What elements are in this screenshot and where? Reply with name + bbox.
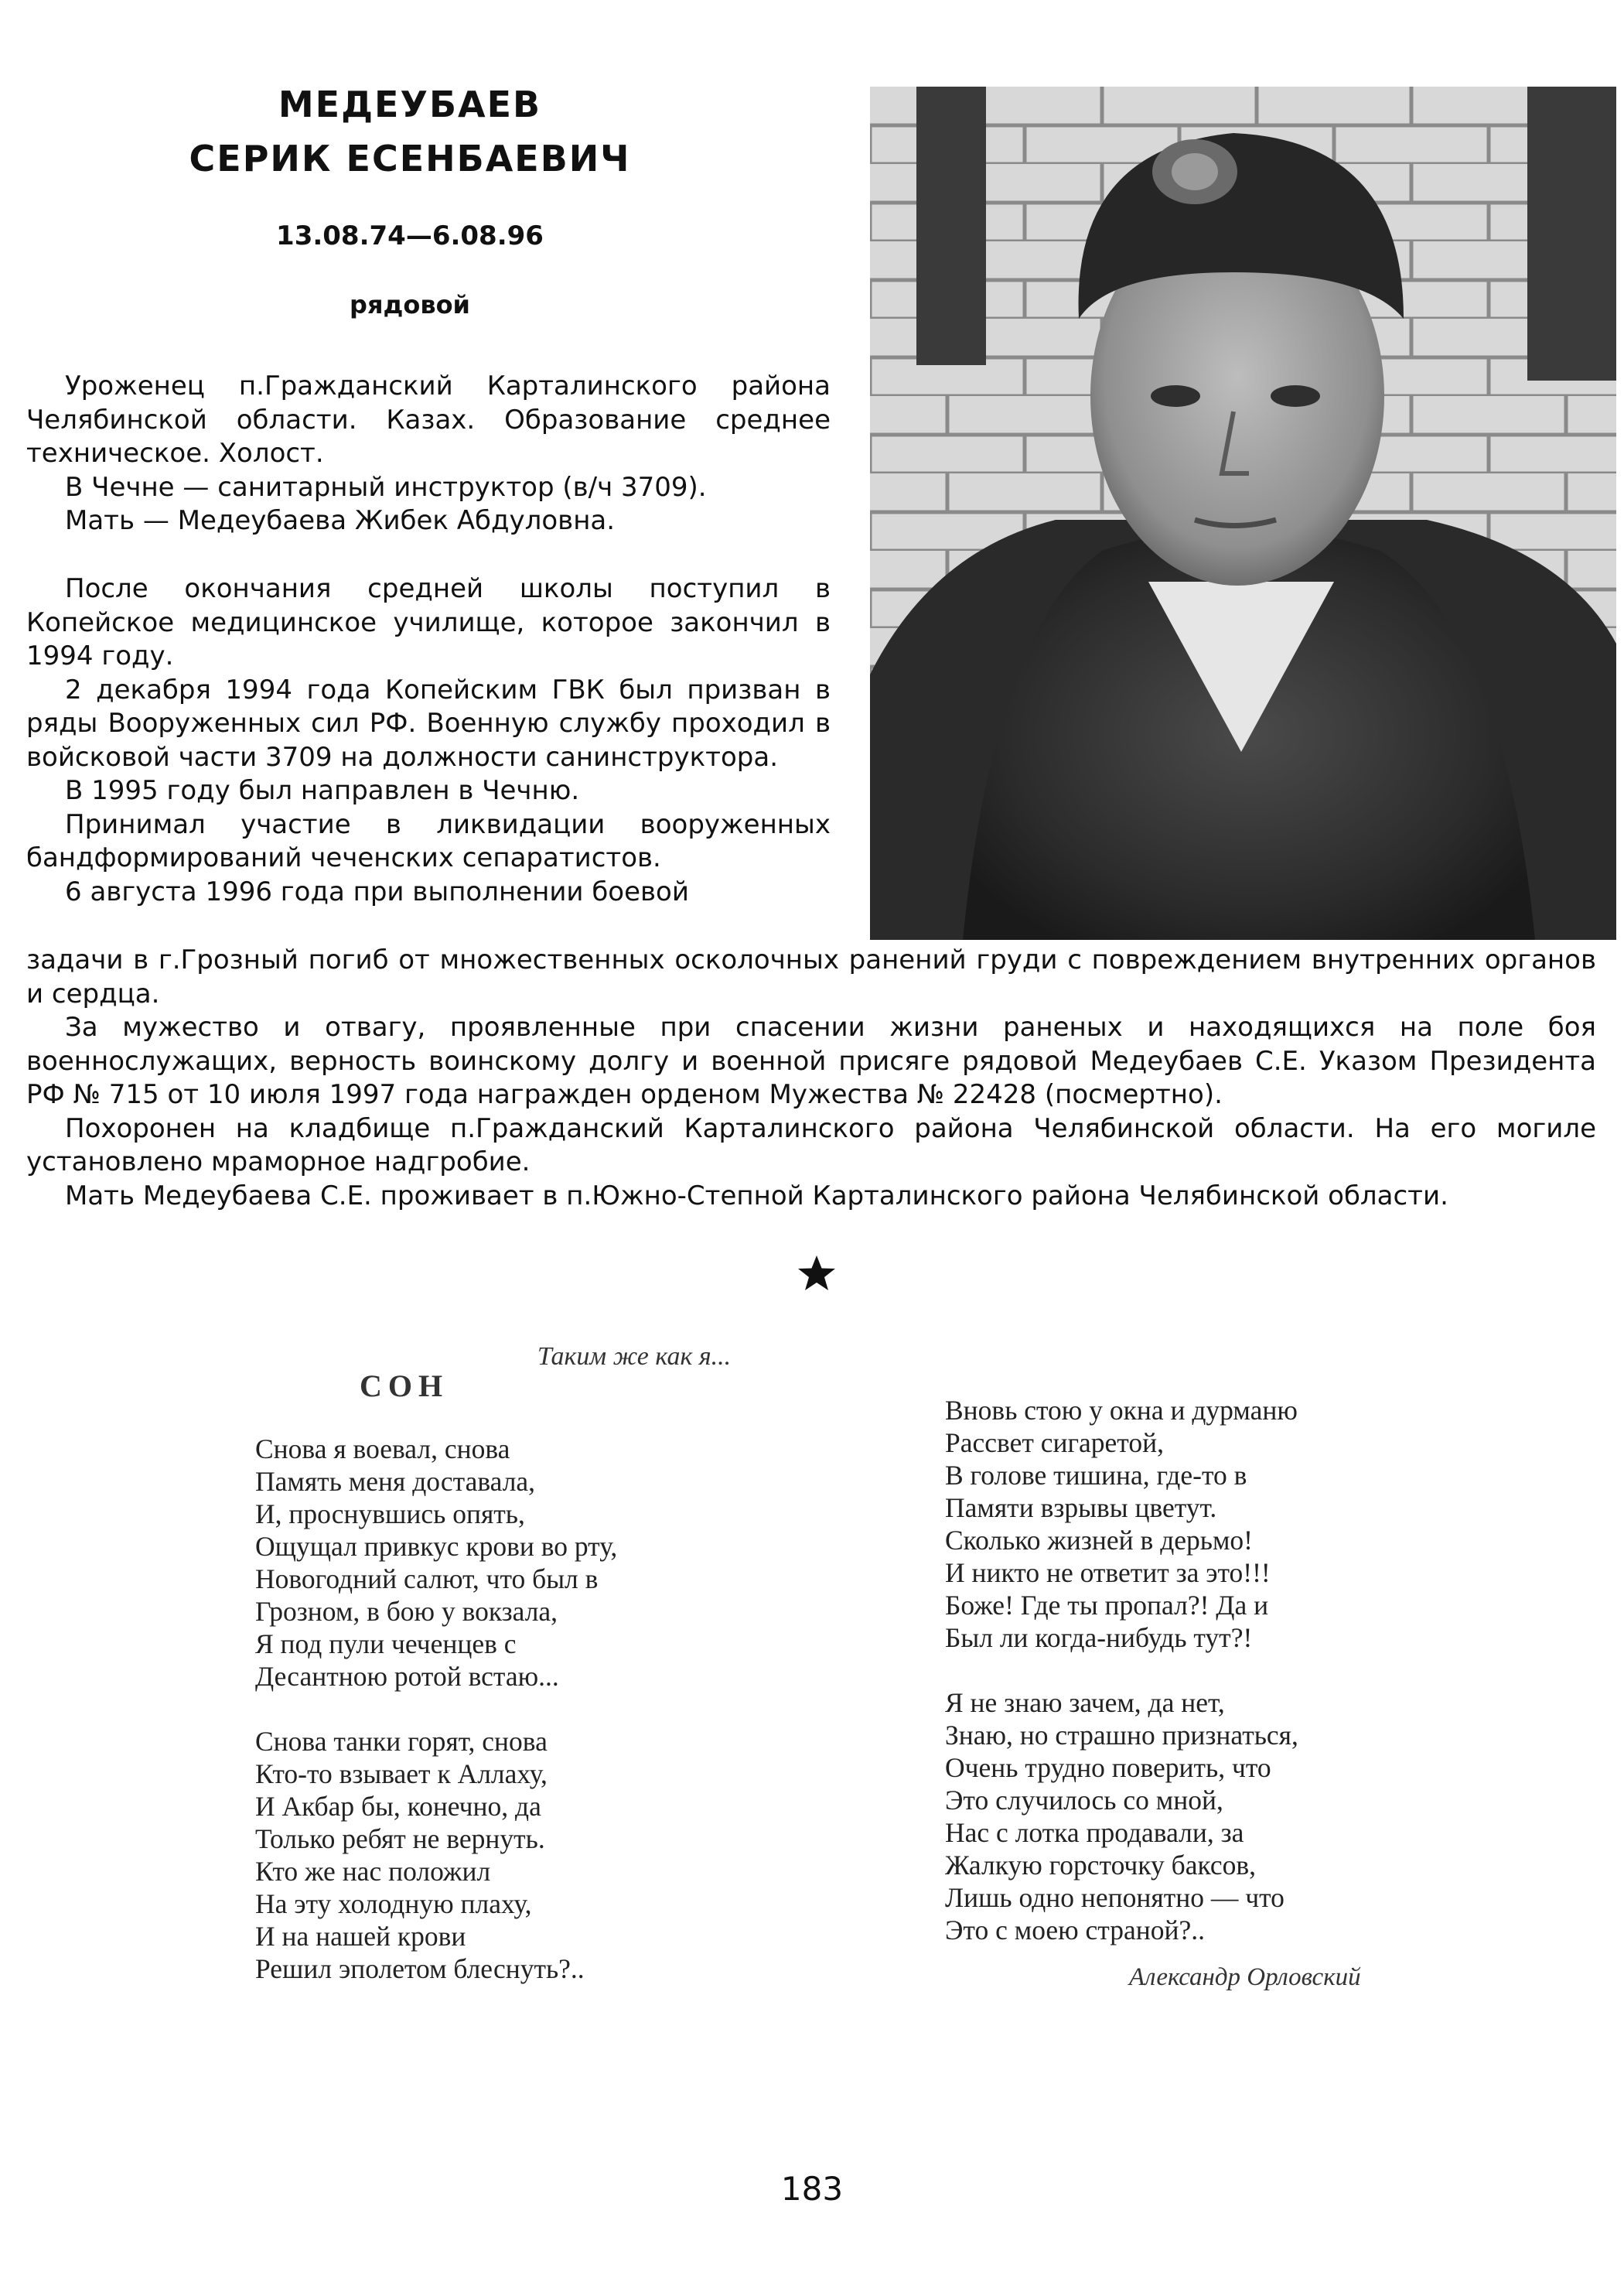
poem-line: Снова танки горят, снова <box>255 1726 548 1757</box>
poem-line: Жалкую горсточку баксов, <box>945 1850 1256 1881</box>
bio-paragraph: 6 августа 1996 года при выполнении боевой <box>65 876 689 907</box>
poem-line: Был ли когда-нибудь тут?! <box>945 1622 1253 1653</box>
poem-line: И на нашей крови <box>255 1921 466 1952</box>
poem-line: Я под пули чеченцев с <box>255 1628 517 1659</box>
poem-left-column <box>255 1433 617 1985</box>
poem-line: Очень трудно поверить, что <box>945 1752 1271 1783</box>
poem-epigraph: Таким же как я... <box>537 1342 732 1371</box>
poem-line: Ощущал привкус крови во рту, <box>255 1531 618 1562</box>
poem-line: Это с моею страной?.. <box>945 1915 1206 1946</box>
bio-paragraph: Мать — Медеубаева Жибек Абдуловна. <box>65 505 616 536</box>
poem-line: Боже! Где ты пропал?! Да и <box>945 1590 1269 1621</box>
poem-line: В голове тишина, где-то в <box>945 1460 1247 1491</box>
poem-line: Лишь одно непонятно — что <box>945 1882 1285 1913</box>
poem-line: Новогодний салют, что был в <box>255 1563 599 1594</box>
portrait-photo <box>870 87 1616 940</box>
page-number: 183 <box>780 2170 844 2208</box>
bio-story <box>26 572 831 909</box>
poem-line: На эту холодную плаху, <box>255 1888 532 1919</box>
poem-line: И, проснувшись опять, <box>255 1498 525 1529</box>
poem-line: Вновь стою у окна и дурманю <box>945 1395 1298 1426</box>
person-surname: МЕДЕУБАЕВ <box>278 84 542 125</box>
poem-line: Я не знаю зачем, да нет, <box>945 1687 1225 1718</box>
poem-line: Грозном, в бою у вокзала, <box>255 1596 558 1627</box>
poem-line: Решил эполетом блеснуть?.. <box>255 1953 585 1984</box>
poem-line: Только ребят не вернуть. <box>255 1823 545 1854</box>
poem-line: Знаю, но страшно признаться, <box>945 1720 1298 1751</box>
person-given-names: СЕРИК ЕСЕНБАЕВИЧ <box>189 138 631 179</box>
poem-line: И Акбар бы, конечно, да <box>255 1791 541 1822</box>
stanza-break <box>945 1654 1298 1686</box>
poem-title: СОН <box>360 1368 449 1403</box>
bio-paragraph: За мужество и отвагу, проявленные при спасении жизни раненых и находящихся на поле боя военнослужащих, верность воинскому долгу и военной присяге рядовой Медеубаев С.Е. Указом Президента РФ № 715 от 10 июля 1997 года награжден орденом Мужества № 22428 (посмертно). <box>26 1012 1596 1110</box>
poem-line: Сколько жизней в дерьмо! <box>945 1525 1253 1556</box>
life-dates: 13.08.74—6.08.96 <box>276 220 544 251</box>
poem-line: Рассвет сигаретой, <box>945 1427 1164 1458</box>
bio-paragraph: Похоронен на кладбище п.Гражданский Карталинского района Челябинской области. На его могиле установлено мраморное надгробие. <box>26 1112 1596 1177</box>
poem-line: И никто не ответит за это!!! <box>945 1557 1271 1588</box>
poem-author: Александр Орловский <box>1129 1963 1361 1991</box>
bio-intro <box>26 370 831 538</box>
bio-paragraph: Мать Медеубаева С.Е. проживает в п.Южно-Степной Карталинского района Челябинской области. <box>65 1180 1448 1211</box>
poem-line: Кто-то взывает к Аллаху, <box>255 1758 548 1789</box>
stanza-break <box>255 1693 617 1725</box>
bio-paragraph: задачи в г.Грозный погиб от множественных осколочных ранений груди с повреждением внутренних органов и сердца. <box>26 945 1596 1009</box>
bio-paragraph: Уроженец п.Гражданский Карталинского района Челябинской области. Казах. Образование среднее техническое. Холост. <box>26 371 831 469</box>
poem-line: Снова я воевал, снова <box>255 1433 510 1464</box>
poem-line: Нас с лотка продавали, за <box>945 1817 1244 1848</box>
poem-line: Памяти взрывы цветут. <box>945 1492 1217 1523</box>
poem-line: Кто же нас положил <box>255 1856 491 1887</box>
bio-continued <box>26 944 1596 1213</box>
bio-paragraph: Принимал участие в ликвидации вооруженных бандформирований чеченских сепаратистов. <box>26 808 831 873</box>
bio-paragraph: В 1995 году был направлен в Чечню. <box>65 775 580 806</box>
poem-line: Память меня доставала, <box>255 1466 536 1497</box>
bio-paragraph: 2 декабря 1994 года Копейским ГВК был призван в ряды Вооруженных сил РФ. Военную службу проходил в войсковой части 3709 на должности санинструктора. <box>26 674 831 773</box>
poem-right-column <box>945 1394 1298 1946</box>
poem-line: Это случилось со мной, <box>945 1785 1223 1816</box>
bio-paragraph: В Чечне — санитарный инструктор (в/ч 3709). <box>65 471 707 503</box>
bio-paragraph: После окончания средней школы поступил в Копейское медицинское училище, которое закончил в 1994 году. <box>26 573 831 671</box>
poem-line: Десантною ротой встаю... <box>255 1661 559 1692</box>
military-rank: рядовой <box>350 290 470 319</box>
star-icon <box>797 1253 837 1293</box>
